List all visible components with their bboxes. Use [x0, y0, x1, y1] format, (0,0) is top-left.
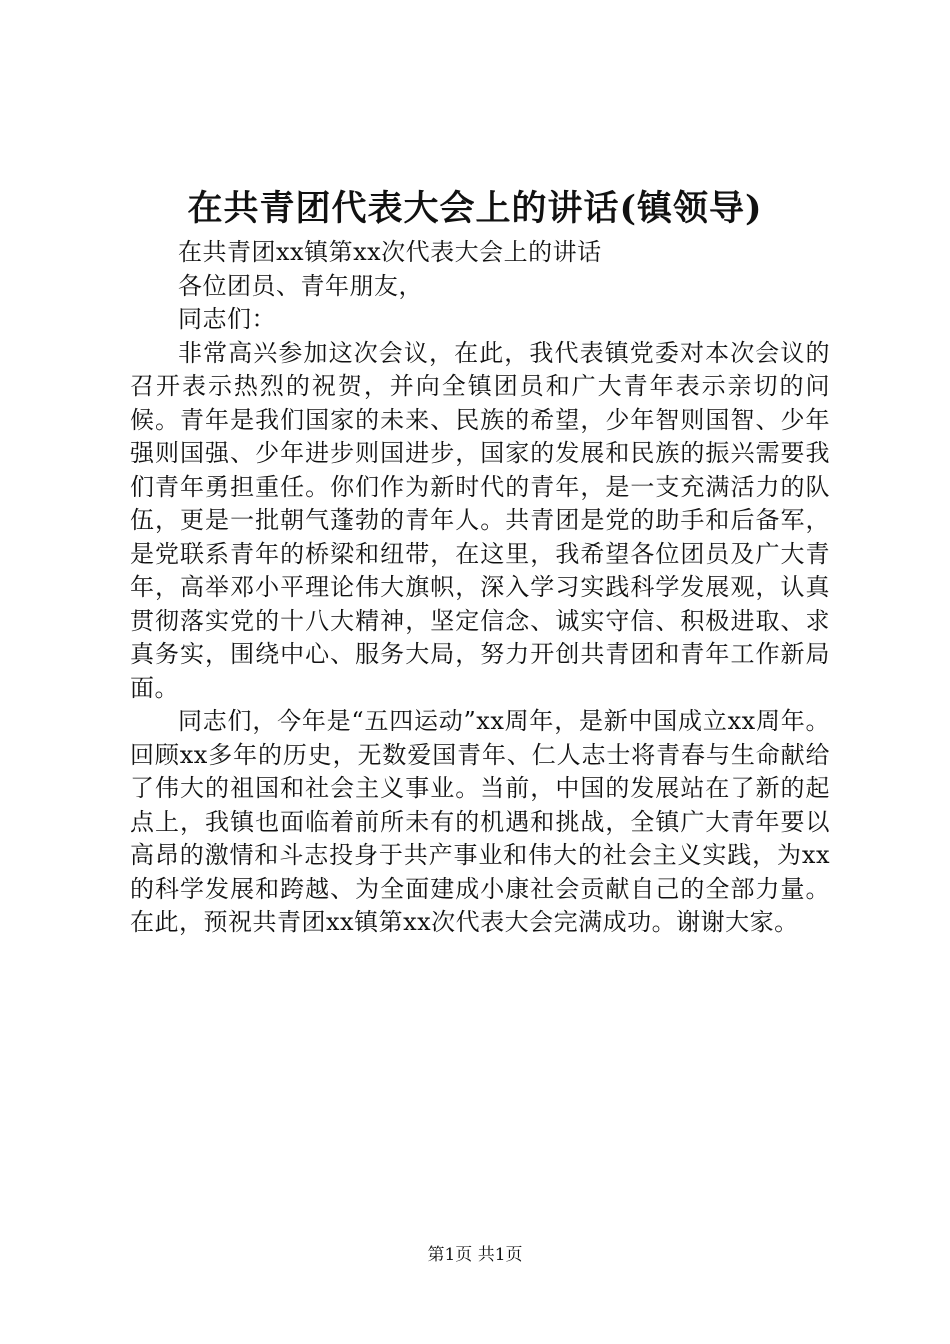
document-body [130, 236, 830, 940]
salutation-comrades: 同志们： [178, 305, 276, 333]
body-paragraph: 非常高兴参加这次会议，在此，我代表镇党委对本次会议的召开表示热烈的祝贺，并向全镇团员和广大青年表示亲切的问候。青年是我们国家的未来、民族的希望，少年智则国智、少年强则国强、少年进步则国进步，国家的发展和民族的振兴需要我们青年勇担重任。你们作为新时代的青年，是一支充满活力的队伍，更是一批朝气蓬勃的青年人。共青团是党的助手和后备军，是党联系青年的桥梁和纽带，在这里，我希望各位团员及广大青年，高举邓小平理论伟大旗帜，深入学习实践科学发展观，认真贯彻落实党的十八大精神，坚定信念、诚实守信、积极进取、求真务实，围绕中心、服务大局，努力开创共青团和青年工作新局面。 [130, 338, 830, 702]
page-footer: 第1页 共1页 [427, 1245, 523, 1265]
salutation-line: 各位团员、青年朋友， [178, 271, 423, 300]
speech-heading-line: 在共青团xx镇第xx次代表大会上的讲话 [178, 238, 602, 266]
document-title: 在共青团代表大会上的讲话(镇领导) [187, 188, 763, 229]
body-paragraph: 同志们，今年是“五四运动”xx周年，是新中国成立xx周年。回顾xx多年的历史，无数爱国青年、仁人志士将青春与生命献给了伟大的祖国和社会主义事业。当前，中国的发展站在了新的起点上，我镇也面临着前所未有的机遇和挑战，全镇广大青年要以高昂的激情和斗志投身于共产事业和伟大的社会主义实践，为xx的科学发展和跨越、为全面建成小康社会贡献自己的全部力量。在此，预祝共青团xx镇第xx次代表大会完满成功。谢谢大家。 [130, 707, 830, 936]
